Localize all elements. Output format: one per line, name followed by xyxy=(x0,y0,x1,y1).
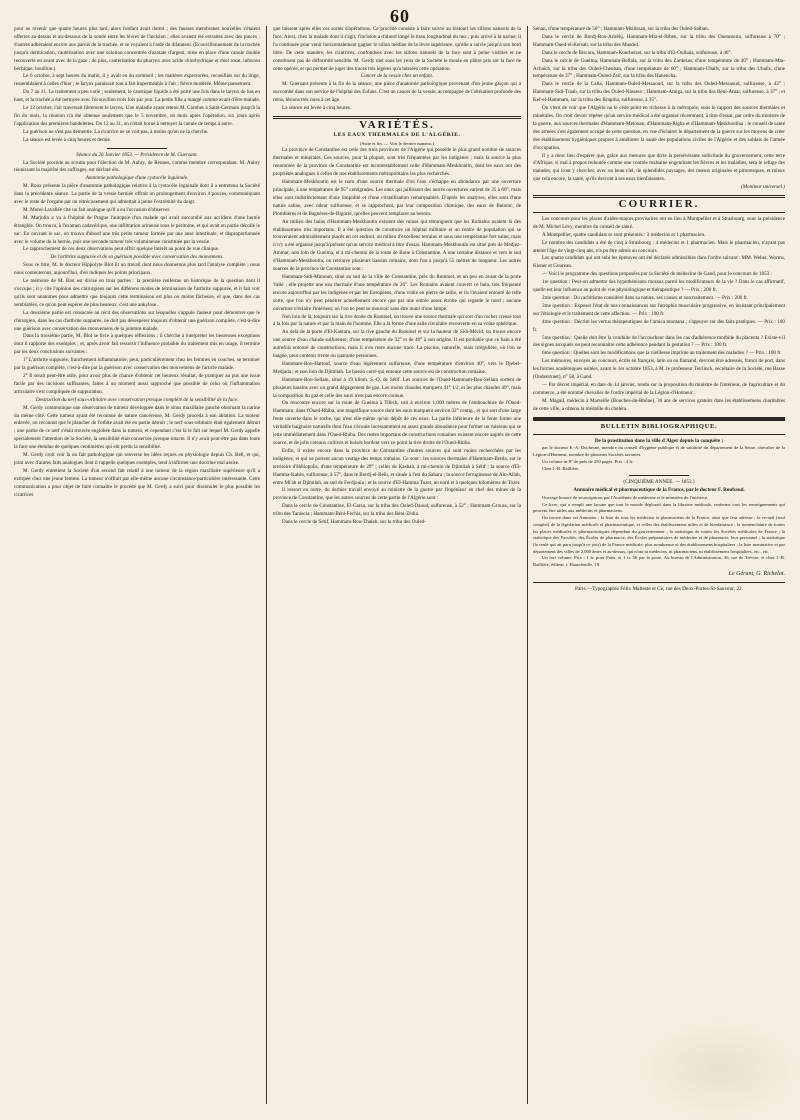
paragraph: Le nombre des candidats a été de cinq à Strasbourg : 4 médecins et 1 pharmacien. Mais le pharmacien, n'ayant pas atteint l'âge de vingt-cinq ans, n'a pu être admis au concours. xyxy=(533,239,785,254)
paragraph: 2me question : Du rachitisme considéré dans sa nature, ses causes et son traitement. — Prix : 200 fr. xyxy=(542,295,749,301)
paragraph: Au delà de la porte d'El-Kantara, sur la rive gauche du Rummel et sur la hauteur de Sidi-Mécid, on trouve encore une source d'eau chaude sulfureuse, d'une température de 32° et de 40° à son origine. Il est probable que ce bain a été autrefois entouré de constructions, mais il n'en reste aucune trace. La piscine, naturelle, mais irrégulière, où l'on se baigne, peut contenir trente ou quarante personnes. xyxy=(273,329,521,360)
paragraph: Dans le cercle de Bordj-Bou-Arirèhj, Hammam-Mia-el-Biben, sur la tribu des Ouennoura, sulfureuse à 70° ; Hammam-Oued-el-Kersab, sur la tribu des Maadid. xyxy=(533,33,785,48)
paragraph: M. Morel-Lavallée cite un fait analogue qu'il a eu l'occasion d'observer. xyxy=(23,206,171,213)
paragraph: A Montpellier, quatre candidats se sont présentés : 3 médecins et 1 pharmacien. xyxy=(542,231,706,238)
paragraph: Hammam-Meskhoutin est le nom d'une source thermale d'où l'eau s'échappe en abondance par une ouverture principale, à une température de 95° centigrades. Les eaux qui jaillissent des autres ouvertures varient de 35 à 60°, mais elles sont indistinctement d'une limpidité et d'une cristallisation remarquables. D'après les analyses, elles sont d'une nature saline, avec odeur sulfureuse, et se rapprochent, par leur composition chimique, des eaux de Balaruc, de Plombières et de Bagnères-de-Bigorre, qu'elles peuvent remplacer au besoin. xyxy=(273,179,521,217)
paragraph: Il y a donc lieu d'espérer que, grâce aux mesures que dicte la persévérante sollicitude du gouvernement, cette terre d'Afrique, si mal à propos redoutée comme une contrée malsaine engendrant les fièvres et les maladies, sera le refuge des malades, qui iront y chercher, avec un beau ciel, de splendides paysages, des mœurs originales et pittoresques, et mieux que cela encore, la santé, qu'ils devront à ses eaux bienfaisantes. xyxy=(533,152,785,183)
column-1 xyxy=(14,26,260,1108)
section-heading: Cancer de la vessie chez un enfant. xyxy=(360,73,434,80)
paragraph: Les concours pour les places d'aides-majors provisoires ont eu lieu à Montpellier et à Strasbourg, sous la présidence de M. Michel Lévy, membre du conseil de santé. xyxy=(533,215,785,230)
paragraph: On rencontre encore sur la route de Guelma à Tifech, soit à environ 1,000 mètres de l'embouchure de l'Oued-Hammam, dans l'Oued-Rhiba, une magnifique source dont les eaux marquent environ 32° centig., et qui sort d'une large fente ouverte dans le roche, qui n'est elle-même qu'un dépôt de ces eaux. La partie inférieure de la fente forme une véritable baignoire naturelle dont l'eau s'écoule incessamment en assez grande abondance pour former un ruisseau qui se jette immédiatement dans l'Oued-Rhiba. Des restes importans de constructions romaines existent encore auprès de cette source, et de jolis coteaux cultivés et boisés bordent vers ce point la rive droite de l'Oued-Rhiba. xyxy=(273,400,521,447)
book-price: Un fort volume. Prix : 1 fr. pour Paris, et 1 fr. 50 par la poste. Au bureau de l'Administration, 26, rue de Trévise, et chez J.-B. Baillière, éditeur, r. Hautefeuille, 19. xyxy=(533,555,785,568)
paragraph: Non loin de là, toujours sur la rive droite du Rummel, on trouve une source thermale qui sort d'un rocher creusé tout à la fois par la nature et par la main de l'homme. Elle a la forme d'une salle circulaire recouverte en sa voûte sphérique. xyxy=(273,313,521,328)
source-citation: (Moniteur universel.) xyxy=(741,184,785,191)
paragraph: M. Guersant présente à la fin de la séance, une pièce d'anatomie pathologique provenant d'un jeune garçon qui a succombé dans son service de l'hôpital des Enfans. C'est un cancer de la vessie, accompagné de l'altération profonde des reins, lésions très rares à cet âge. xyxy=(273,81,521,104)
section-heading: Anatomie pathologique d'une cystocèle inguinale. xyxy=(85,175,189,182)
gerant-signature: Le Gérant, G. Richelot. xyxy=(728,570,785,577)
paragraph: M. Gerdy croit voir là un fait pathologique qui renverse les idées reçues en physiologie depuis Ch. Bell, et qui, joint avec d'autres faits analogues dont il rappelle quelques exemples, tend à infirmer une doctrine mal assise. xyxy=(14,452,260,466)
paragraph: pour ne revenir que quatre heures plus tard, alors l'enfant avait dormi ; des fausses membranes nouvelles s'étaient offertes au-dessus et au-dessous de la sonde entre les lèvres de l'incision ; elles avaient été extraites avec des pinces ; d'autres adhéraient encore aux parois de la trachée, et se voyaient à l'aide du dilatateur. (Ecouvillonnement de la trachée jusqu'à dermication, cautérisation avec une solution concentrée d'azotate d'argent, mise en place d'une canule double recouverte en avant avec de la gaze ; de plus, cautérisation du pharynx avec acide chlorhydrique et miel rosat, infusion béchique, bouillon.) xyxy=(14,26,260,72)
column-rule xyxy=(527,26,528,1104)
paragraph: Le rapprochement de ces deux observations peut offrir quelque intérêt au point de vue clinique. xyxy=(23,246,220,253)
printer-imprint: Paris.—Typographie Félix Malteste et Ce, rue des Deux-Portes-St-Sauveur, 22. xyxy=(575,585,743,592)
paragraph: Les quatre candidats qui ont subi les épreuves ont été déclarés admissibles dans l'ordre suivant : MM. Weber, Worms, Kiener et Gourean. xyxy=(533,255,785,270)
book-year: (CINQUIÈME ANNÉE. — 1853.) xyxy=(623,479,695,486)
book-title: De la prostitution dans la ville d'Alger depuis la conquête ; xyxy=(594,437,724,444)
paragraph: que laissent après elles ces sortes d'opérations. Ce procédé consiste à faire suivre au bistouri les sillons naturels de la face. Ainsi, chez la malade dont il s'agit, l'incision a d'abord longé le tissu longitudinal du nez ; puis arrivé à la narine, il l'a continuée pour venir horizontalement gagner le sillon médian de la lèvre supérieure, qu'elle a suivie jusqu'à son bord libre. De cette manière, les cicatrices, confondues avec les sillons naturels de la face sont à peine visibles et ne constituent pas de difformité sensible. M. Gerdy met sous les yeux de la Société le moule en plâtre pris sur la face de cette opérée, et qui permet de juger des traces très légères qu'a laissées cette opération. xyxy=(273,26,521,72)
session-heading: Séance du 26 Janvier 1853. — Présidence de M. Guersant. xyxy=(76,151,198,158)
paragraph: 2° Il serait peut-être utile, pour avoir plus de chance d'obtenir cet heureux résultat, de pratiquer au pus une issue facile par des incisions suffisantes, faites à un moment aussi rapproché que possible de celui où l'inflammation articulaire s'est compliquée de suppuration. xyxy=(14,372,260,395)
book-description: Ouvrage honoré de souscriptions par l'Académie de médecine et le ministère de l'intérieur. xyxy=(542,495,709,501)
paragraph: Le 6 octobre, à sept heures du matin, il y avait eu du sommeil ; les matières expectorées, recueillies sur du linge, ressemblaient à celles d'hier ; le larynx paraissait tout à fait imperméable à l'air ; fièvre modérée. Même pansement. xyxy=(14,73,260,88)
paragraph: 4me question : Décrire les vertus thérapeutiques de l'arnica montana ; s'appuyer sur des faits pratiques. — Prix : 100 fr. xyxy=(533,318,785,333)
paragraph: Sénan, d'une température de 50° ; Hammam-Msilissan, sur la tribu des Ouled-Saïban. xyxy=(533,26,710,32)
article-note: (Suite et fin. — Voir le dernier numéro.) xyxy=(360,140,434,146)
varietes-heading: VARIÉTÉS. xyxy=(359,118,435,131)
bulletin-heading: BULLETIN BIBLIOGRAPHIQUE. xyxy=(600,422,718,430)
paragraph: M. Roux présente la pièce d'anatomie pathologique relative à la cystocèle inguinale dont il a entretenu la Société dans la précédente séance. La partie de la vessie herniée offrait un prolongement d'environ 4 pouces, communiquant avec le reste de l'organe par un rétrécissement qui admettait à peine l'extrémité du doigt. xyxy=(14,183,260,206)
paragraph: Dans le cercle de Constantine, El-Garsa, sur la tribu des Ouled-Daoud, sulfureuse, à 52° ; Hammam-Grouss, sur la tribu des Tamecia ; Hammam-Béni-Fechia, sur la tribu des Béni-Zédia. xyxy=(273,503,521,518)
divider xyxy=(533,582,785,583)
page-number: 60 xyxy=(390,6,410,26)
paragraph: La séance est levée à cinq heures et demie. xyxy=(23,136,112,143)
divider xyxy=(533,212,785,213)
divider xyxy=(107,148,167,149)
section-heading: De l'arthrite suppurée et de sa guérison possible avec conservation des mouvemens. xyxy=(50,254,224,261)
paragraph: 1re question : Peut-on admettre des hypothénisans moraux parmi les modificateurs de la vie ? Dans le cas affirmatif, quelle est leur influence au point de vue physiologique et thérapeutique ? — Prix : 200 fr. xyxy=(533,279,785,294)
paragraph: La guérison ne s'est pas démentie. La cicatrice ne se voit pas, à moins qu'on ne la cherche. xyxy=(23,128,209,135)
column-3 xyxy=(533,26,785,1108)
book-price: Un volume in-8° de près de 250 pages. Prix : 4 fr. xyxy=(542,458,634,464)
paragraph: Hammam-Sidi-Mimoun, situé au sud de la ville de Constantine, près du Rummel, et un peu en avant de la porte Vallé ; elle projette une eau thermale d'une température de 26°. Les Romains avaient couvert ce bain, très fréquenté encore aujourd'hui par les indigènes et par les Européens, d'une voûte en pierre de taille, et ils l'avaient entouré de telle sorte, que l'on n'y peut pénétrer actuellement encore que par une entrée assez étroite qui regarde le nord ; aucune ouverture n'éclaire l'intérieur, où l'on ne peut se mouvoir sans être muni d'une lampe. xyxy=(273,273,521,312)
paragraph: Au milieu des bains d'Hammam-Meskhoutin existent des ruines qui témoignent que les Romains avaient là des établissemens très importans. Il a été question de construire un hôpital militaire et un centre de population qui se trouveraient admirablement placés en cet endroit, au milieu d'excellens terrains et sous une température fort saine, mais il n'y a été organisé jusqu'à présent qu'un service médical à titre d'essai. Hammam-Meskhoutin est situé près de Medjez-Ammar, non loin de Guelma, et à mi-chemin de la route de Bone à Constantine. A une certaine distance et vers le sud d'Hammam-Meskhoutin, on retrouve plusieurs bassins romains, dont l'un a jusqu'à 55 mètres de longueur. Les autres sources de la province de Constantine sont : xyxy=(273,218,521,273)
divider xyxy=(533,417,785,421)
column-2 xyxy=(273,26,521,1108)
paragraph: Les mémoires, envoyés au concours, écrits en français, latin ou en flamand, devront être adressés, francs de port, dans les formes académiques usitées, avant le 1er octobre 1853, à M. le professeur Teirlinck, secrétaire de la Société, rue Basse (Onderstraet), n° 58, à Gand. xyxy=(533,358,785,381)
paragraph: 6me question : Quelles sont les modifications que la vieillesse imprime au traitement des maladies ? — Prix : 100 fr. xyxy=(542,350,782,357)
paragraph: Dans le cercle de Guelma, Hammam-Bellala, sur la tribu des Zardezas, d'une température de 40° ; Hammam-Mta-Achaïch, sur la tribu des Ouled-Cheuban, d'une température de 60° ; Hammam-Ubaïls, sur la tribu des Ubaïls, d'une température de 37° ; Hammam-Ouled-Zeïr, sur la tribu des Hanencha. xyxy=(533,57,785,80)
book-description: Ce livre, qui a rempli une lacune que tout le monde déplorait dans la librairie médicale, renferme tous les renseignements qui peuvent être utiles aux médecins et pharmaciens. xyxy=(533,501,785,514)
paragraph: M. Gerdy entretient la Société d'un second fait relatif à une tumeur de la région maxillaire supérieure qu'il a extirpée chez une jeune femme. La tumeur n'offrait par elle-même aucune circonstance particulière intéressante. Cette communication a pour objet de faire connaître le procédé que M. Gerdy a suivi pour dissimuler le plus possible les cicatrices xyxy=(14,467,260,498)
paragraph: — Voici le programme des questions proposées par la Société de médecine de Gand, pour le concours de 1853 : xyxy=(542,271,772,278)
paragraph: La deuxième partie est consacrée au récit des observations sur lesquelles s'appuie l'auteur pour démontrer que le chirurgien, dans les cas d'arthrite suppurée, ne doit pas désespérer toujours d'obtenir une guérison complète, c'est-à-dire une guérison avec conservation des mouvemens de la jointure malade. xyxy=(14,309,260,332)
paragraph: Dans la troisième partie, M. Blot se livre à quelques réflexions ; il cherche à interpréter les heureuses exceptions dont il rapporte des exemples ; et, après avoir fait ressortir l'influence probable du traitement mis en usage, il termine par les deux conclusions suivantes : xyxy=(14,333,260,356)
book-description: On trouve dans cet Annuaire : la liste de tous les médecins et pharmaciens de la France, ainsi que leur adresse ; le recueil (seul complet) de la législation médicale et pharmaceutique, et celles des établissemens utiles et de bienfaisance ; la nomenclature de toutes les places médicales et pharmaceutiques dépendant du gouvernement ; la statistique de toutes les Sociétés médicales de France ; la statistique des Facultés, des Écoles de pharmacie, des Écoles préparatoires de médecine et de pharmacie, leur personnel ; la statistique (la seule qui ait paru jusqu'à ce jour) de la France médicale, plus nombreuse et des établissemens hospitaliers ; la liste nominative et par département des villes de 2,000 âmes et au-dessus, qui n'ont ni médecins, ni pharmaciens, ni établissemens hospitaliers, etc., etc. xyxy=(533,515,785,554)
paragraph: La Société procède au scrutin pour l'élection de M. Aubry, de Rennes, comme membre correspondant. M. Aubry réunissant la majorité des suffrages, est déclaré élu. xyxy=(14,159,260,174)
article-title: LES EAUX THERMALES DE L'ALGÉRIE. xyxy=(333,131,461,138)
paragraph: Il ressort en outre, du dernier travail envoyé au ministre de la guerre par l'ingénieur en chef des mines de la province de Constantine, que les autres sources de cette partie de l'Algérie sont : xyxy=(273,487,521,502)
column-rule xyxy=(266,26,267,1104)
paragraph: M. Gerdy communique une observation de tumeur développée dans le sinus maxillaire gauche obstruant la narine du même côté. Cette tumeur ayant été reconnue de nature cancéreuse, M. Gerdy procéda à son ablation. La tumeur enlevée, on reconnut que le plancher de l'orbite avait été en partie détruit ; le nerf sous-orbitaire était également détruit ; une partie de ce nerf s'était trouvée englobée dans la tumeur, et cependant c'est là le fait sur lequel M. Gerdy appelle spécialement l'attention de la Société, la sensibilité était conservée presque intacte. Il n'y avait peut-être pas dans toute la face une étendue de quelques centimètres qui eût perdu la sensibilité. xyxy=(14,404,260,451)
paragraph: La séance est levée à cinq heures. xyxy=(282,105,352,112)
paragraph: Hammam-Bou-Sellam, situé à 19 kilom. S.-O. de Sétif. Les sources de l'Oued-Hammam-Bou-Sellam sortent de plusieurs bassins avec un grand dégagement de gaz. Les moins chaudes marquent 41° 1/2, et les plus chaudes 49°, mais la composition du gaz et celle des eaux n'est pas encore connue. xyxy=(273,376,521,399)
divider xyxy=(629,475,689,476)
paragraph: On vient de voir que l'Algérie ne le cède point en richesse à la métropole, sous le rapport des sources thermales et minérales. On croit devoir répéter qu'un service médical a été organisé récemment, à titre d'essai, par ordre du ministre de la guerre, aux sources thermales d'Hammam-Melouan, d'Hammam-Righa et d'Hammam-Meskhoutina ; le conseil de santé des armées s'est également occupé de cette question, en vue d'éclairer le département de la guerre sur les moyens de créer des établissemens hygiéniques propres à améliorer la santé des populations civiles de l'Algérie et des soldats de l'armée d'occupation. xyxy=(533,105,785,151)
book-title: Annuaire médical et pharmaceutique de la France, par le docteur F. Roubaud. xyxy=(573,487,745,494)
courrier-heading: COURRIER. xyxy=(618,198,700,211)
book-description: par le docteur E.-A. Duchesne, membre du conseil d'hygiène publique et de salubrité du département de la Seine, chevalier de la Légion-d'Honneur, membre de plusieurs Sociétés savantes. xyxy=(533,445,785,458)
paragraph: 1° L'arthrite suppurée, franchement inflammatoire, peut, particulièrement chez les femmes en couches, se terminer par la guérison complète, c'est-à-dire par la guérison avec conservation des mouvemens de l'article malade. xyxy=(14,357,260,372)
paragraph: Dans le cercle de Sétif, Hammam-Bou-Thaleb, sur la tribu des Ouled- xyxy=(282,519,426,526)
paragraph: M. Magail, médecin à Marseille (Bouches-du-Rhône), 36 ans de services gratuits dans les établissemens charitables de cette ville, a obtenu la médaille du choléra. xyxy=(533,397,785,412)
paragraph: 5me question : Quelle doit être la conduite de l'accoucheur dans les cas d'adhérence morbide du placenta ? Existe-t-il des signes auxquels on peut reconnaître cette adhérence pendant la gestation ? — Prix : 100 fr. xyxy=(533,334,785,349)
paragraph: Hammam-Bou-Hattouf, source d'eau légèrement sulfureuse, d'une température d'environ 40°, vers le Djebel-Medjada ; et non loin du Djimilah. Le bassin carré qui entoure cette source est de construction romaine. xyxy=(273,360,521,375)
paragraph: Dans le cercle de la Calla, Hammam-Ouled-Messaoud, sur la tribu des Ouled-Messaoud, sulfureuse, à 42° ; Hammam-Sidi-Traab, sur la tribu des Ouled-Nasseur ; Hammam-Amiga, sur la tribu des Béni-Amar, sulfureuse, à 37° ; et Kef-el-Hammam, sur la tribu des Brapitia, sulfureuse, à 35°. xyxy=(533,81,785,104)
paragraph: La province de Constantine est celle des trois provinces de l'Algérie qui possède le plus grand nombre de sources thermales et minérales. Ces sources, pour la plupart, sont très fréquentées par les indigènes ; mais la source la plus renommée de la province de Constantine est incontestablement celle d'Hammam-Meskhoutin, dont les eaux ont des propriétés analogues à celles de nos établissements métropolitains les plus recherchés. xyxy=(273,147,521,178)
paragraph: Du 7 au 11. Le traitement a peu varié ; seulement, le caustique liquide a été porté une fois dans le larynx de bas en haut, et la trachée a été nettoyée avec l'écouvillon trois fois par jour. La petite fille a mangé comme avant d'être malade. xyxy=(14,89,260,104)
paragraph: 3me question : Exposer l'état de nos connaissances sur l'atrophie musculaire progressive, en insistant principalement sur l'étiologie et le traitement de cette affection. — Prix : 100 fr. xyxy=(533,302,785,317)
section-heading: Destruction du nerf sous-orbitaire avec conservation presque complète de la sensibilité de la face. xyxy=(35,396,239,403)
paragraph: Dans le cercle de Biscara, Hammam-Kourbeizet, sur la tribu d'El-Oulhaïa, sulfureuse, à 46°. xyxy=(542,49,732,56)
paragraph: Enfin, il existe encore dans la province de Constantine d'autres sources qui sont moins recherchées par les indigènes, et qui ne portent aucun vestige des temps romains. Ce sont : les sources thermales d'Hammam-Breda, sur le territoire d'Héliopolis, d'une température de 29° ; celles de Kasbah, à mi-chemin de Djimilah à Sétif ; la source d'El-Hamma-Kabès, sulfureuse, à 57°, dans le Bordj-el-Beïh, et située à l'est du Sahara ; la source ferrugineuse de Aïn-Allah, entre Mi'ah et Djimilah, au sud de Ferdjouïa ; et la source d'El-Hamma Tozer, au nord et à quelques kilomètres de Tozer. xyxy=(273,447,521,486)
paragraph: Sous ce titre, M. le docteur Hippolyte Blot lit un travail dont nous donnerons plus tard l'analyse complète ; nous nous contenterons, aujourd'hui, d'en indiquer les points principaux. xyxy=(14,262,260,277)
book-publisher: Chez J.-B. Baillière. xyxy=(542,465,580,471)
paragraph: — Par décret impérial, en date du 14 janvier, rendu sur la proposition du ministre de l'intérieur, de l'agriculture et du commerce, a été nommé chevalier de l'ordre impérial de la Légion-d'Honneur : xyxy=(533,381,785,396)
divider xyxy=(533,434,785,435)
paragraph: Le 12 octobre, l'air traversait librement le larynx. Une maladie ayant retenu M. Combes à Saint-Germain jusqu'à la fin du mois, la réunion n'a été obtenue seulement que le 5 novembre, un mois après l'opération, six jours après l'application des premières bandelettes. Du 12 au 31, on n'était borné à nettoyer la canule de temps à autre. xyxy=(14,105,260,127)
paragraph: M. Marjolin a vu à l'hôpital de Prague l'autopsie d'un malade qui avait succombé aux accidens d'une hernie étranglée. On trouva, à l'examen cadavérique, une infiltration urineuse sous le péritoine, et qui avait en partie décollé le sac. En ouvrant le sac, on trouva d'abord une très petite tumeur formée par une anse intestinale, et disproportionnée avec le volume de la hernie, puis une seconde tumeur très volumineuse constituée par la vessie. xyxy=(14,214,260,245)
paragraph: Le mémoire de M. Blot est divisé en trois parties : la première renferme un historique de la question dont il s'occupe ; il y cite l'opinion des chirurgiens sur les différens modes de terminaison de l'arthrite suppurée, et il fait voir qu'ils sont unanimes pour admettre que toujours cette terminaison est plus ou moins fâcheuse, et que, dans des cas semblables, ce qu'on peut espérer de plus heureux, c'est une ankylose. xyxy=(14,278,260,308)
